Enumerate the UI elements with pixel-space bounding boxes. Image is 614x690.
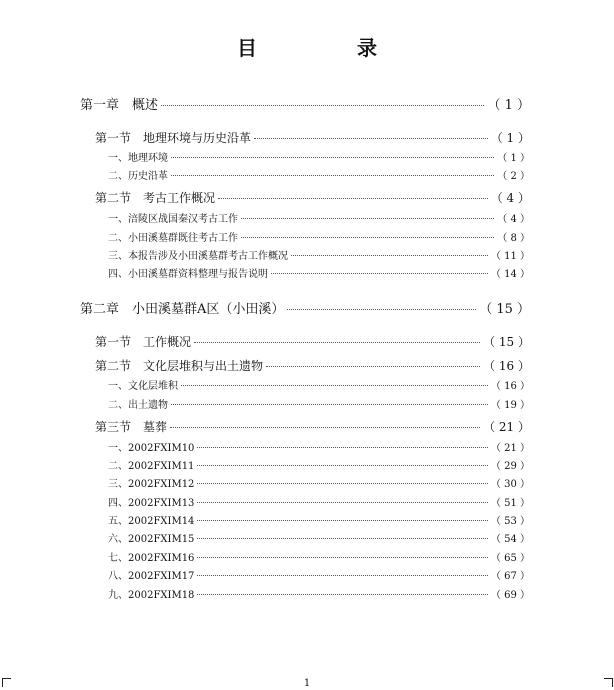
toc-entry-page: （ 53 ） [490,516,530,527]
dot-leader [271,273,488,274]
toc-entry-label: 一、涪陵区战国秦汉考古工作 [108,214,238,225]
toc-entry-page: （ 19 ） [490,400,530,411]
toc-entry-label: 五、2002FXⅠM14 [108,516,195,527]
page-title: 目 录 [237,36,417,60]
toc-entry-page: （ 2 ） [497,171,530,182]
dot-leader [197,557,487,558]
toc-entry-page: （ 4 ） [497,214,530,225]
toc-item-entry [108,530,530,545]
toc-entry-label: 九、2002FXⅠM18 [108,590,195,601]
toc-entry-label: 一、地理环境 [108,153,168,164]
dot-leader [241,218,494,219]
toc-entry-page: （ 69 ） [490,590,530,601]
toc-section-entry [95,418,530,435]
toc-entry-page: （ 51 ） [490,498,530,509]
dot-leader [171,404,488,405]
toc-entry-label: 二、出土遗物 [108,400,168,411]
toc-section-entry [95,333,530,350]
dot-leader [291,255,488,256]
toc-item-entry [108,512,530,527]
toc-item-entry [108,439,530,454]
dot-leader [197,465,487,466]
dot-leader [197,538,487,539]
dot-leader [170,427,480,428]
toc-entry-label: 一、2002FXⅠM10 [108,443,195,454]
dot-leader [197,520,487,521]
toc-entry-label: 三、2002FXⅠM12 [108,479,195,490]
toc-item-entry [108,475,530,490]
toc-item-entry [108,586,530,601]
toc-entry-page: （ 21 ） [490,443,530,454]
toc-item-entry [108,494,530,509]
toc-entry-page: （ 30 ） [490,479,530,490]
toc-chapter-entry [80,298,530,317]
dot-leader [218,198,488,199]
dot-leader [241,237,494,238]
toc-item-entry [108,149,530,164]
toc-entry-page: （ 1 ） [487,98,530,113]
dot-leader [197,502,487,503]
toc-item-entry [108,167,530,182]
toc-entry-page: （ 8 ） [497,233,530,244]
dot-leader [194,342,480,343]
toc-item-entry [108,247,530,262]
toc-entry-page: （ 29 ） [490,461,530,472]
toc-entry-label: 二、历史沿革 [108,171,168,182]
dot-leader [197,447,487,448]
toc-item-entry [108,210,530,225]
toc-entry-page: （ 15 ） [479,302,530,317]
toc-item-entry [108,549,530,564]
dot-leader [181,385,488,386]
toc-entry-label: 四、2002FXⅠM13 [108,498,195,509]
toc-entry-page: （ 16 ） [483,359,530,373]
toc-section-entry [95,129,530,146]
dot-leader [197,575,487,576]
toc-entry-page: （ 67 ） [490,571,530,582]
toc-entry-label: 八、2002FXⅠM17 [108,571,195,582]
toc-entry-page: （ 54 ） [490,534,530,545]
toc-item-entry [108,265,530,280]
toc-entry-label: 二、小田溪墓群既往考古工作 [108,233,238,244]
toc-entry-label: 第二节 文化层堆积与出土遗物 [95,359,264,373]
toc-entry-page: （ 15 ） [483,335,530,349]
toc-chapter-entry [80,94,530,113]
toc-entry-label: 第一节 工作概况 [95,335,192,349]
toc-section-entry [95,189,530,206]
dot-leader [197,594,487,595]
toc-entry-page: （ 4 ） [490,191,530,205]
crop-mark-left [2,678,11,687]
toc-section-entry [95,357,530,374]
toc-item-entry [108,377,530,392]
toc-entry-label: 第二节 考古工作概况 [95,191,216,205]
toc-entry-label: 二、2002FXⅠM11 [108,461,195,472]
dot-leader [287,309,476,310]
dot-leader [171,175,494,176]
toc-item-entry [108,396,530,411]
toc-item-entry [108,457,530,472]
toc-entry-label: 一、文化层堆积 [108,381,178,392]
toc-entry-page: （ 21 ） [483,420,530,434]
crop-mark-right [604,678,613,687]
page-number: 1 [303,678,311,689]
toc-item-entry [108,567,530,582]
dot-leader [171,157,494,158]
toc-entry-label: 三、本报告涉及小田溪墓群考古工作概况 [108,251,288,262]
toc-entry-label: 第三节 墓葬 [95,420,168,434]
toc-item-entry [108,229,530,244]
dot-leader [161,105,484,106]
toc-entry-page: （ 1 ） [497,153,530,164]
toc-entry-label: 第一章 概述 [80,98,159,113]
toc-entry-page: （ 14 ） [490,269,530,280]
dot-leader [197,483,487,484]
toc-entry-page: （ 11 ） [490,251,530,262]
toc-entry-label: 第一节 地理环境与历史沿革 [95,131,252,145]
toc-entry-page: （ 16 ） [490,381,530,392]
dot-leader [254,138,488,139]
toc-entry-label: 第二章 小田溪墓群A区（小田溪） [80,302,285,317]
dot-leader [266,366,480,367]
toc-entry-page: （ 1 ） [490,131,530,145]
toc-entry-label: 四、小田溪墓群资料整理与报告说明 [108,269,268,280]
toc-entry-page: （ 65 ） [490,553,530,564]
toc-entry-label: 六、2002FXⅠM15 [108,534,195,545]
toc-entry-label: 七、2002FXⅠM16 [108,553,195,564]
